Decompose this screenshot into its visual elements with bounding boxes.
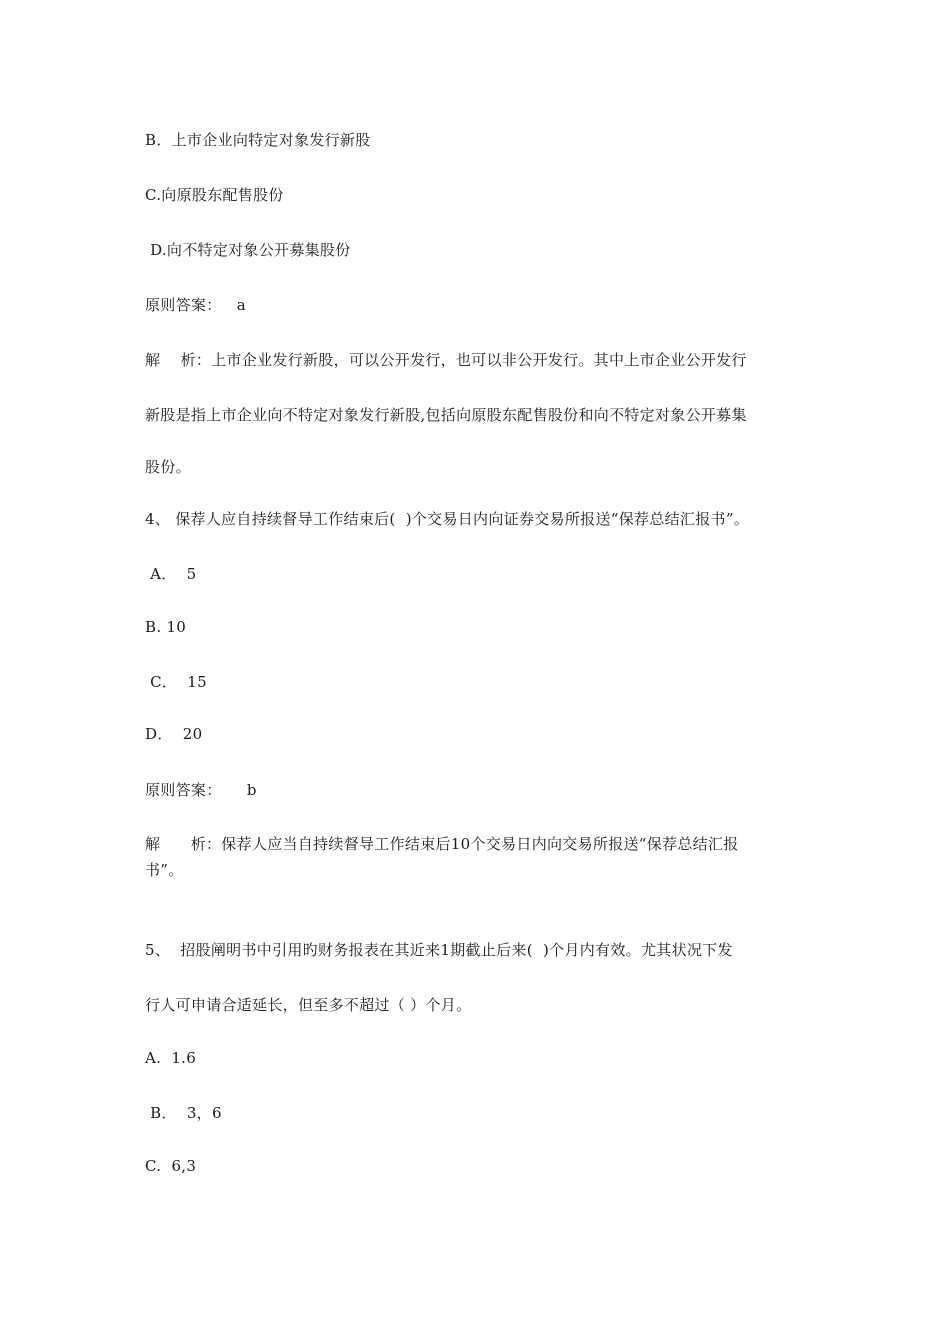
analysis-q4-line1: 解 析：保荐人应当自持续督导工作结束后10个交易日内向交易所报送“保荐总结汇报 — [145, 835, 739, 853]
question-5-line1: 5、 招股阐明书中引用旳财务报表在其近来1期截止后来( )个月内有效。尤其状况下发 — [145, 941, 733, 959]
option-b-q4: B. 10 — [145, 618, 187, 636]
option-d-q3: D.向不特定对象公开募集股份 — [145, 241, 351, 259]
option-c-q3: C.向原股东配售股份 — [145, 186, 284, 204]
question-4: 4、 保荐人应自持续督导工作结束后( )个交易日内向证券交易所报送“保荐总结汇报书”。 — [145, 510, 750, 528]
analysis-q3-line3: 股份。 — [145, 458, 191, 476]
analysis-q4-line2: 书”。 — [145, 861, 184, 879]
option-c-q4: C． 15 — [145, 673, 207, 691]
answer-q4: 原则答案： b — [145, 781, 257, 799]
option-a-q4: A． 5 — [145, 565, 197, 583]
option-c-q5: C. 6,3 — [145, 1157, 197, 1175]
analysis-q3-line2: 新股是指上市企业向不特定对象发行新股,包括向原股东配售股份和向不特定对象公开募集 — [145, 406, 747, 424]
option-a-q5: A. 1.6 — [145, 1049, 197, 1067]
question-5-line2: 行人可申请合适延长，但至多不超过（ ）个月。 — [145, 996, 472, 1014]
option-b-q5: B． 3，6 — [145, 1104, 222, 1122]
option-d-q4: D． 20 — [145, 725, 203, 743]
analysis-q3-line1: 解 析：上市企业发行新股，可以公开发行，也可以非公开发行。其中上市企业公开发行 — [145, 351, 747, 369]
option-b-q3: B．上市企业向特定对象发行新股 — [145, 131, 371, 149]
answer-q3: 原则答案： a — [145, 296, 246, 314]
